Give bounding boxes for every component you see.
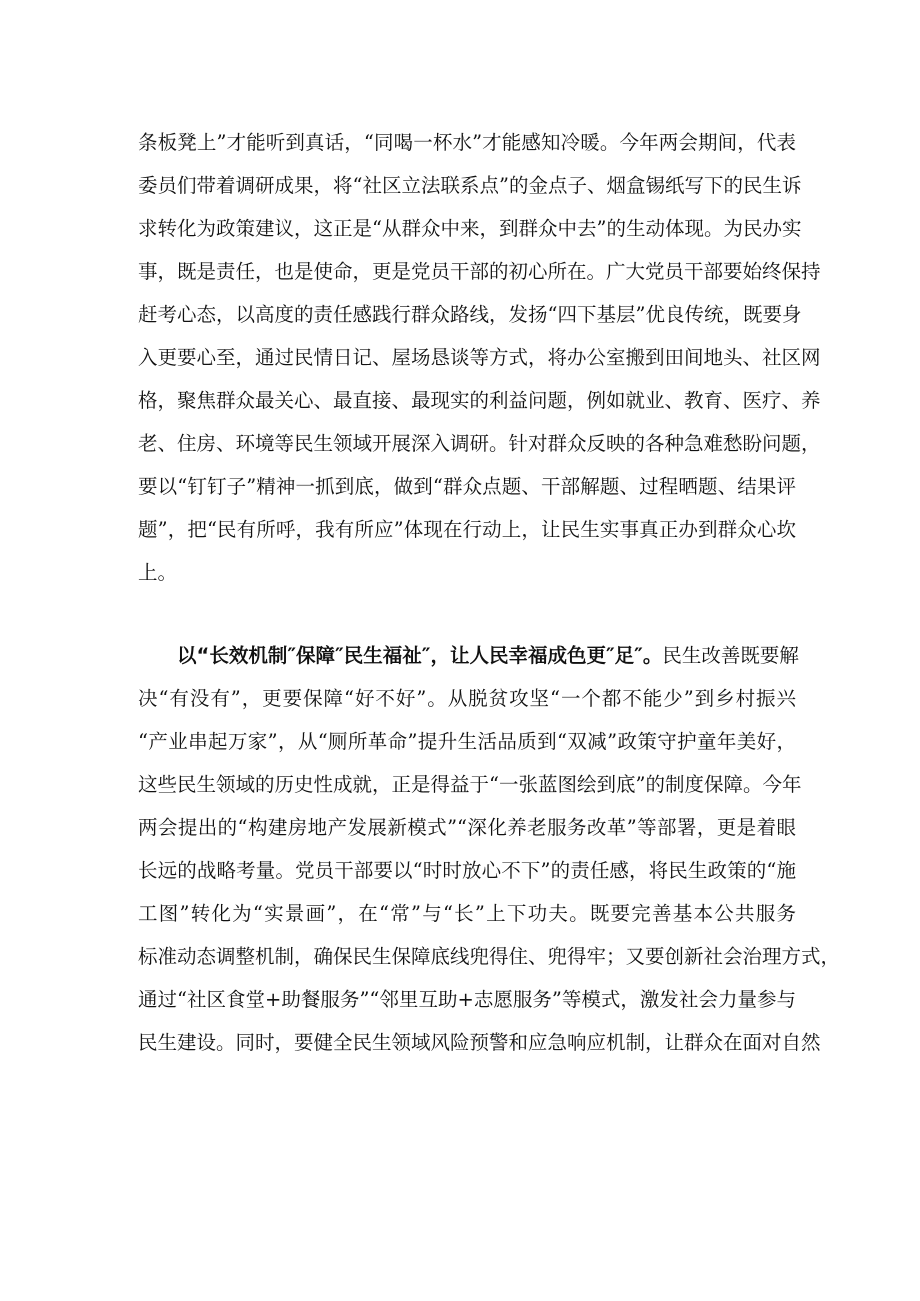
text-line: 老、住房、环境等民生领域开展深入调研。针对群众反映的各种急难愁盼问题， <box>138 432 821 455</box>
document-page <box>138 121 841 1064</box>
text-line: 这些民生领域的历史性成就，正是得益于“一张蓝图绘到底”的制度保障。今年 <box>138 773 802 796</box>
text-line: 入更要心至，通过民情日记、屋场恳谈等方式，将办公室搬到田间地头、社区网 <box>138 346 821 369</box>
text-line: 工图”转化为“实景画”，在“常”与“长”上下功夫。既要完善基本公共服务 <box>138 902 796 925</box>
paragraph-spacer <box>138 594 796 634</box>
paragraph-1 <box>138 121 821 594</box>
text-line: 两会提出的“构建房地产发展新模式”“深化养老服务改革”等部署，更是着眼 <box>138 816 796 839</box>
text-line: “产业串起万家”，从“厕所革命”提升生活品质到“双减”政策守护童年美好， <box>138 730 796 753</box>
text-line: 题”，把“民有所呼，我有所应”体现在行动上，让民生实事真正办到群众心坎 <box>138 518 796 541</box>
text-line: 格，聚焦群众最关心、最直接、最现实的利益问题，例如就业、教育、医疗、养 <box>138 389 821 412</box>
text-line: 委员们带着调研成果，将“社区立法联系点”的金点子、烟盒锡纸写下的民生诉 <box>138 174 802 197</box>
text-line: 条板凳上”才能听到真话，“同喝一杯水”才能感知冷暖。今年两会期间，代表 <box>138 131 796 154</box>
paragraph-2 <box>138 634 841 1064</box>
paragraph-2-first-line-rest: 民生改善既要解 <box>662 644 799 667</box>
text-line: 求转化为政策建议，这正是“从群众中来，到群众中去”的生动体现。为民办实 <box>138 217 802 240</box>
text-line: 民生建设。同时，要健全民生领域风险预警和应急响应机制，让群众在面对自然 <box>138 1031 821 1054</box>
text-line: 赶考心态，以高度的责任感践行群众路线，发扬“四下基层”优良传统，既要身 <box>138 303 802 326</box>
paragraph-2-first-line <box>138 634 799 677</box>
text-line: 通过“社区食堂+助餐服务”“邻里互助+志愿服务”等模式，激发社会力量参与 <box>138 988 796 1011</box>
text-line: 决“有没有”，更要保障“好不好”。从脱贫攻坚“一个都不能少”到乡村振兴 <box>138 687 796 710</box>
text-line: 上。 <box>138 561 178 584</box>
text-line: 长远的战略考量。党员干部要以“时时放心不下”的责任感，将民生政策的“施 <box>138 859 796 882</box>
paragraph-2-lead-heading: 以“长效机制″保障″民生福祉″，让人民幸福成色更″足″。 <box>177 644 663 667</box>
text-line: 事，既是责任，也是使命，更是党员干部的初心所在。广大党员干部要始终保持 <box>138 260 821 283</box>
text-line: 要以“钉钉子”精神一抓到底，做到“群众点题、干部解题、过程晒题、结果评 <box>138 475 796 498</box>
text-line: 标准动态调整机制，确保民生保障底线兜得住、兜得牢；又要创新社会治理方式， <box>138 945 841 968</box>
